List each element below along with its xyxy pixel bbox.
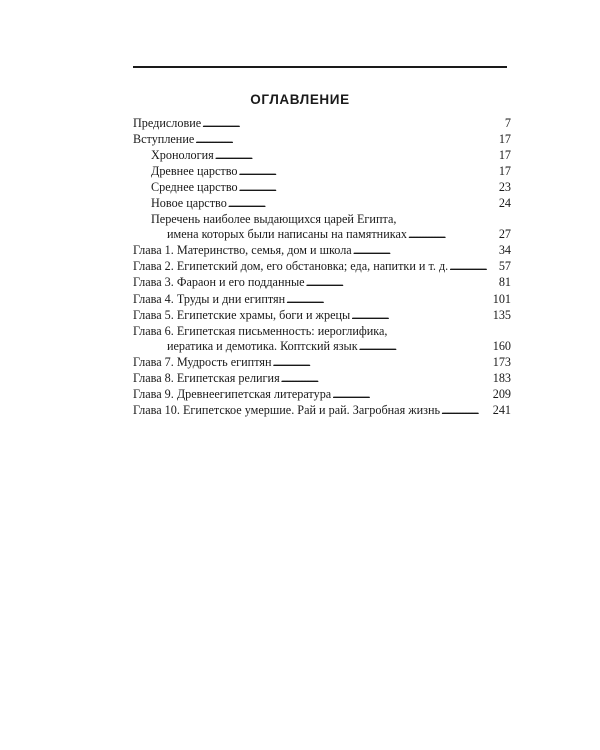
toc-entry <box>133 387 511 403</box>
toc-entry <box>133 308 511 324</box>
dot-leader <box>239 180 498 196</box>
toc-entry-page-number: 173 <box>492 354 511 369</box>
toc-entry-page-number: 17 <box>498 164 511 179</box>
dot-leader <box>441 403 492 419</box>
toc-entry <box>133 164 511 180</box>
toc-entry-label: Глава 4. Труды и дни египтян <box>133 291 286 306</box>
toc-entry <box>133 227 511 243</box>
toc-entry <box>133 355 511 371</box>
toc-entry-page-number: 57 <box>498 259 511 274</box>
dot-leader <box>215 148 498 164</box>
toc-entry-page-number: 7 <box>504 116 511 130</box>
toc-entry-label: Глава 3. Фараон и его подданные <box>133 275 305 290</box>
table-of-contents <box>133 116 511 419</box>
dot-leader <box>281 371 492 387</box>
toc-entry-label: Глава 7. Мудрость египтян <box>133 354 272 369</box>
dot-leader <box>408 227 498 243</box>
toc-entry <box>133 212 511 227</box>
toc-entry-label: Глава 9. Древнеегипетская литература <box>133 386 332 401</box>
toc-entry-page-number: 23 <box>498 180 511 195</box>
dot-leader <box>239 164 498 180</box>
dot-leader <box>353 243 498 259</box>
toc-entry <box>133 403 511 419</box>
dot-leader <box>273 355 492 371</box>
toc-entry-label: Новое царство <box>151 196 227 211</box>
toc-entry-label: имена которых были написаны на памятниках <box>167 227 407 242</box>
toc-entry <box>133 292 511 308</box>
toc-entry-page-number: 17 <box>498 148 511 163</box>
toc-entry-page-number: 183 <box>492 370 511 385</box>
toc-entry <box>133 132 511 148</box>
toc-entry-page-number: 81 <box>498 275 511 290</box>
toc-entry <box>133 339 511 355</box>
dot-leader <box>449 259 498 275</box>
toc-entry-label: Перечень наиболее выдающихся царей Египта, <box>151 212 397 227</box>
toc-entry-page-number: 135 <box>492 307 511 322</box>
toc-title: ОГЛАВЛЕНИЕ <box>250 92 350 107</box>
toc-entry-page-number: 24 <box>498 196 511 211</box>
toc-entry-page-number: 27 <box>498 227 511 242</box>
toc-entry-label: Вступление <box>133 132 195 147</box>
toc-entry <box>133 148 511 164</box>
toc-entry-label: Древнее царство <box>151 164 238 179</box>
dot-leader <box>228 196 498 212</box>
dot-leader <box>351 308 492 324</box>
toc-entry <box>133 116 511 132</box>
dot-leader <box>195 132 498 148</box>
toc-entry-label: Глава 2. Египетский дом, его обстановка; еда, напитки и т. д. <box>133 259 449 274</box>
toc-entry-label: Глава 5. Египетские храмы, боги и жрецы <box>133 307 351 322</box>
toc-entry <box>133 243 511 259</box>
toc-entry <box>133 196 511 212</box>
toc-entry <box>133 324 511 339</box>
toc-entry-page-number: 241 <box>492 402 511 417</box>
toc-entry <box>133 180 511 196</box>
toc-entry <box>133 259 511 275</box>
toc-entry-label: Среднее царство <box>151 180 238 195</box>
header-rule <box>133 66 507 68</box>
toc-entry-label: Глава 10. Египетское умершие. Рай и рай. Загробная жизнь <box>133 402 441 417</box>
toc-entry-label: Глава 6. Египетская письменность: иероглифика, <box>133 323 388 338</box>
toc-entry-label: Глава 8. Египетская религия <box>133 370 280 385</box>
toc-entry-page-number: 34 <box>498 243 511 258</box>
toc-entry-page-number: 160 <box>492 338 511 353</box>
toc-entry-page-number: 209 <box>492 386 511 401</box>
dot-leader <box>202 116 504 132</box>
toc-entry-label: Глава 1. Материнство, семья, дом и школа <box>133 243 352 258</box>
toc-entry-label: Хронология <box>151 148 214 163</box>
toc-entry <box>133 275 511 291</box>
toc-entry-label: иератика и демотика. Коптский язык <box>167 338 358 353</box>
toc-entry-page-number: 17 <box>498 132 511 147</box>
toc-entry <box>133 371 511 387</box>
dot-leader <box>359 339 492 355</box>
dot-leader <box>286 292 492 308</box>
toc-entry-label: Предисловие <box>133 116 202 130</box>
dot-leader <box>306 275 498 291</box>
dot-leader <box>332 387 492 403</box>
toc-entry-page-number: 101 <box>492 291 511 306</box>
